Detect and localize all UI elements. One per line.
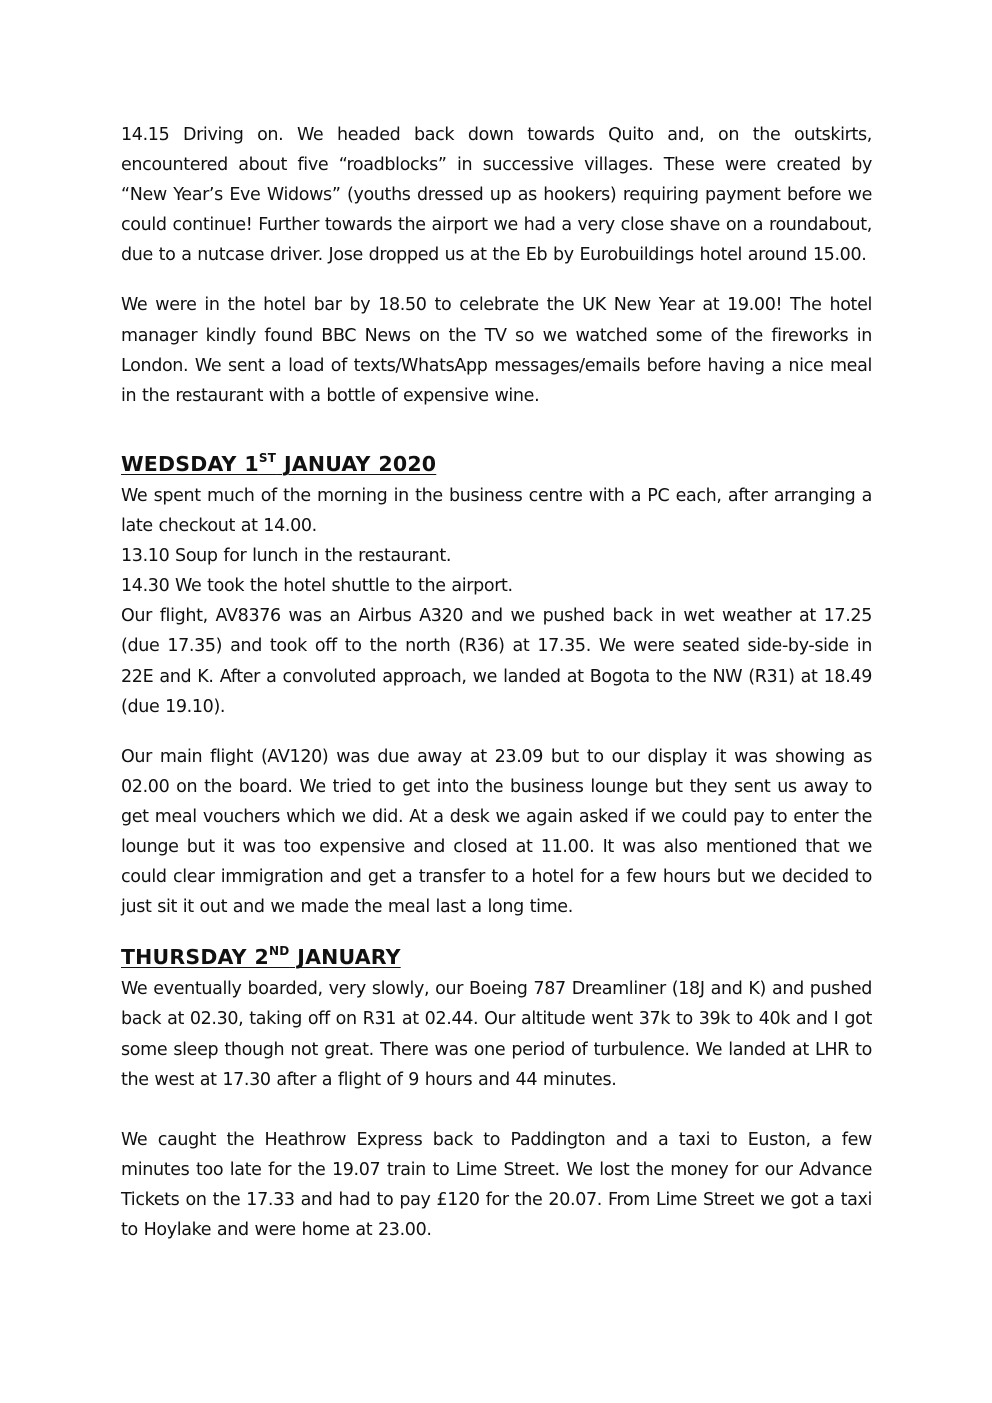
paragraph-dreamliner: We eventually boarded, very slowly, our Boeing 787 Dreamliner (18J and K) and pushed back at 02.30, taking off on R31 at 02.44. Our altitude went 37k to 39k to 40k and I got some sleep though not great. There was one period of turbulence. We landed at LHR to the west at 17.30 after a flight of 9 hours and 44 minutes. [121,979,872,1090]
paragraph-driving-on: 14.15 Driving on. We headed back down towards Quito and, on the outskirts, encountered about five “roadblocks” in successive villages. These were created by “New Year’s Eve Widows” (youths dressed up as hookers) requiring payment before we could continue! Further towards the airport we had a very close shave on a roundabout, due to a nutcase driver. Jose dropped us at the Eb by Eurobuildings hotel around 15.00. [121,125,872,266]
paragraph-flight-av8376: Our flight, AV8376 was an Airbus A320 and we pushed back in wet weather at 17.25 (due 17.35) and took off to the north (R36) at 17.35. We were seated side-by-side in 22E and K. After a convoluted approach, we landed at Bogota to the NW (R31) at 18.49 (due 19.10). [121,606,872,717]
heading-wednesday-ordinal: ST [258,450,277,465]
heading-wednesday [121,449,436,479]
paragraph-main-flight: Our main flight (AV120) was due away at 23.09 but to our display it was showing as 02.00 on the board. We tried to get into the business lounge but they sent us away to get meal vouchers which we did. At a desk we again asked if we could pay to enter the lounge but it was too expensive and closed at 11.00. It was also mentioned that we could clear immigration and get a transfer to a hotel for a few hours but we decided to just sit it out and we made the meal last a long time. [121,746,872,918]
paragraph-business-centre: We spent much of the morning in the business centre with a PC each, after arranging a late checkout at 14.00. [121,485,872,537]
heading-thursday-date: JANUARY [289,945,401,970]
heading-wednesday-date: JANUAY 2020 [276,451,437,476]
line-hotel-shuttle: 14.30 We took the hotel shuttle to the airport. [121,576,513,597]
paragraph-hotel-bar: We were in the hotel bar by 18.50 to celebrate the UK New Year at 19.00! The hotel manager kindly found BBC News on the TV so we watched some of the fireworks in London. We sent a load of texts/WhatsApp messages/emails before having a nice meal in the restaurant with a bottle of expensive wine. [121,295,872,406]
paragraph-heathrow-express: We caught the Heathrow Express back to Paddington and a taxi to Euston, a few minutes too late for the 19.07 train to Lime Street. We lost the money for our Advance Tickets on the 17.33 and had to pay £120 for the 20.07. From Lime Street we got a taxi to Hoylake and were home at 23.00. [121,1129,872,1240]
heading-thursday-ordinal: ND [269,944,290,959]
line-soup-lunch: 13.10 Soup for lunch in the restaurant. [121,546,452,567]
heading-thursday-text: THURSDAY 2 [121,945,270,970]
heading-wednesday-text: WEDSDAY 1 [121,451,259,476]
document-body [121,120,872,1245]
heading-thursday [121,942,401,972]
